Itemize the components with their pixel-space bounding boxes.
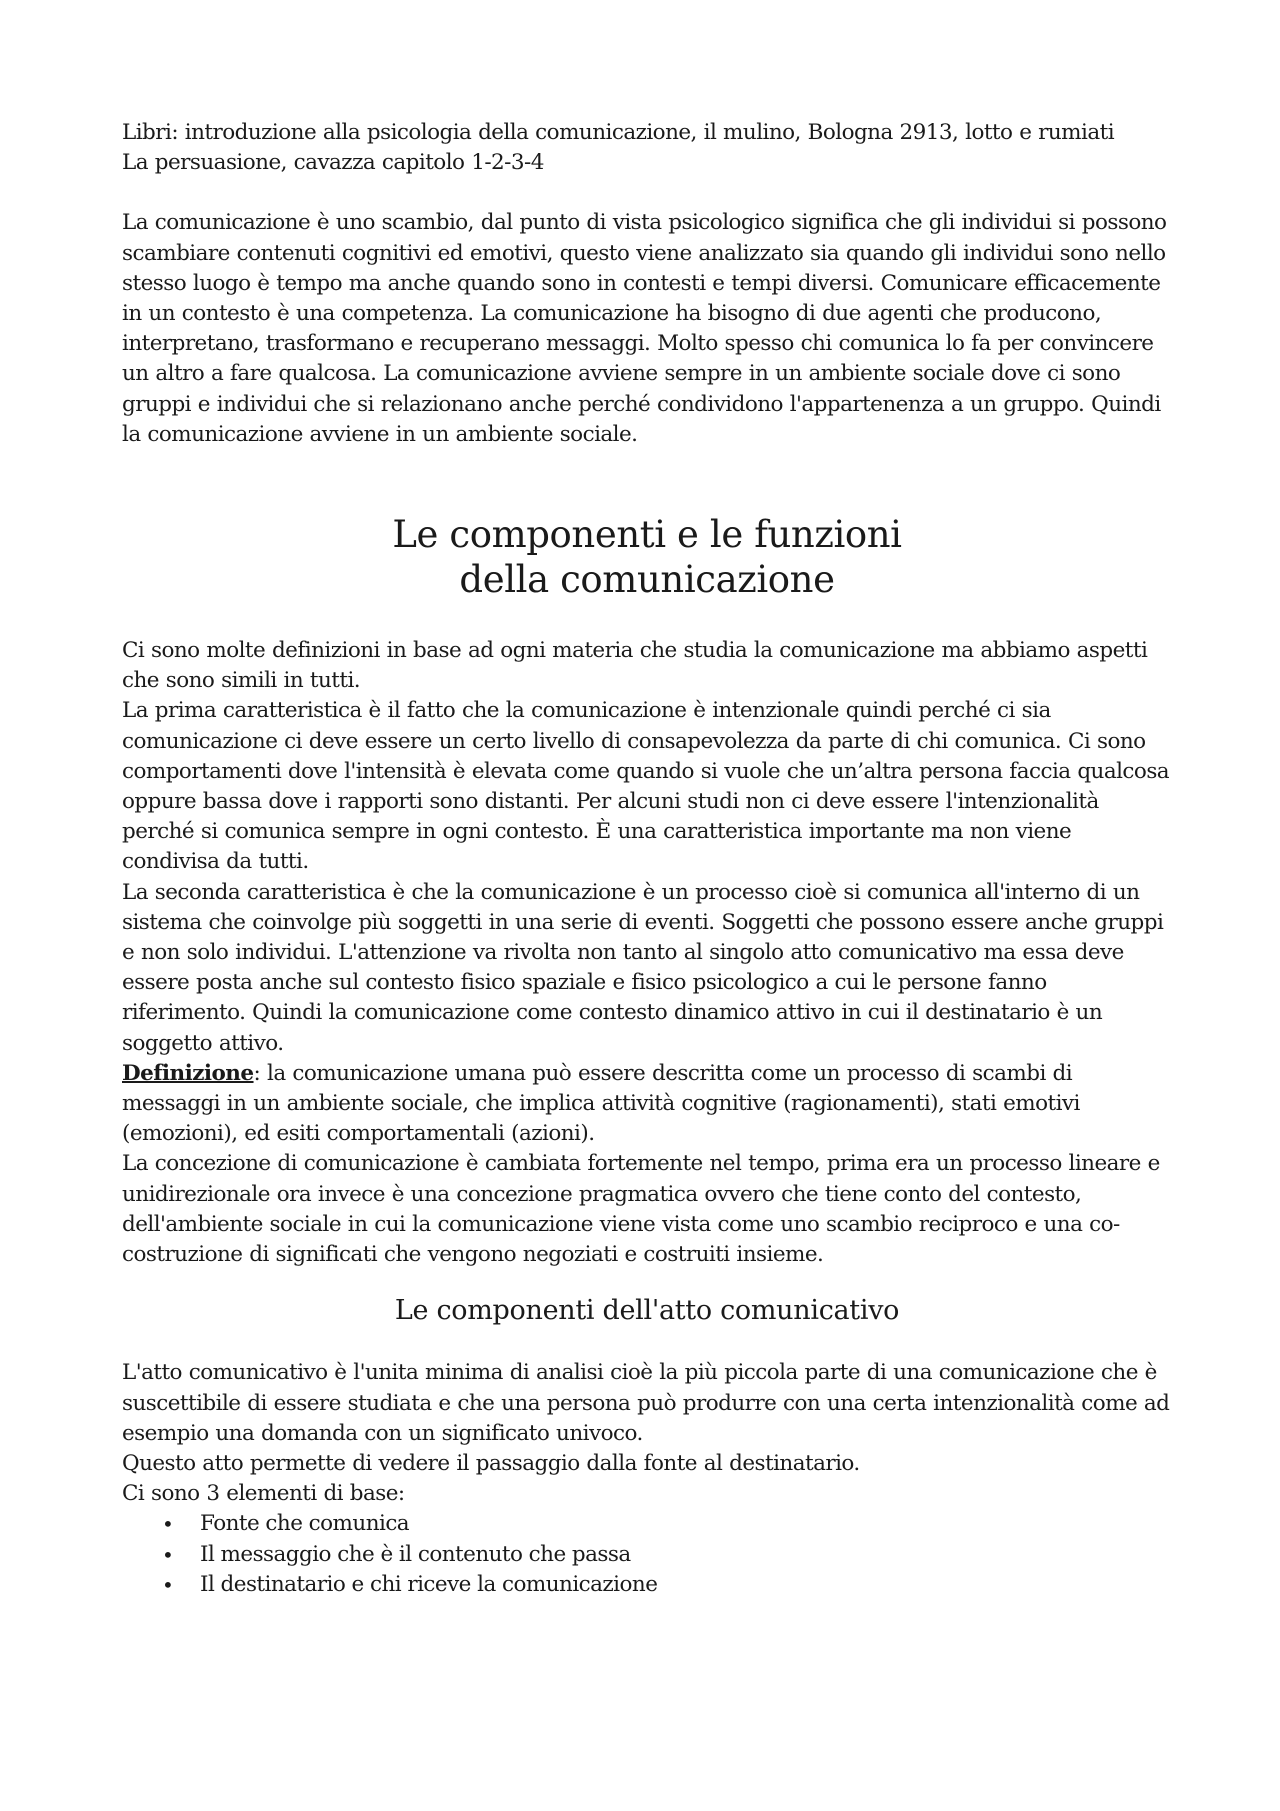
- books-line: Libri: introduzione alla psicologia della comunicazione, il mulino, Bologna 2913, lotto e rumiati: [122, 120, 1115, 145]
- section2-paragraph-2: Questo atto permette di vedere il passaggio dalla fonte al destinatario.: [122, 1450, 860, 1476]
- list-item: [122, 1509, 1172, 1539]
- spacer: [122, 1328, 1172, 1358]
- section1-paragraph-2: La prima caratteristica è il fatto che la comunicazione è intenzionale quindi perché ci sia comunicazione ci deve essere un certo livello di consapevolezza da parte di chi comunica. Ci sono comportamenti dove l'intensità è elevata come quando si vuole che un’altra persona faccia qualcosa oppure bassa dove i rapporti sono distanti. Per alcuni studi non ci deve essere l'intenzionalità perché si comunica sempre in ogni contesto. È una caratteristica importante ma non viene condivisa da tutti.: [122, 698, 1170, 875]
- bullet-icon: •: [162, 1512, 174, 1537]
- section2-paragraph-1: L'atto comunicativo è l'unita minima di analisi cioè la più piccola parte di una comunicazione che è suscettibile di essere studiata e che una persona può produrre con una certa intenzionalità come ad esempio una domanda con un significato univoco.: [122, 1360, 1170, 1446]
- list-item-text: Il destinatario e chi riceve la comunicazione: [200, 1571, 658, 1597]
- persuasion-line: La persuasione, cavazza capitolo 1-2-3-4: [122, 150, 544, 176]
- document-content: [122, 118, 1172, 1600]
- subsection-title: Le componenti dell'atto comunicativo: [394, 1295, 900, 1327]
- section1-paragraph-4: La concezione di comunicazione è cambiata fortemente nel tempo, prima era un processo lineare e unidirezionale ora invece è una concezione pragmatica ovvero che tiene conto del contesto, dell'ambiente sociale in cui la comunicazione viene vista come uno scambio reciproco e una co-costruzione di significati che vengono negoziati e costruiti insieme.: [122, 1151, 1160, 1268]
- spacer: [122, 450, 1172, 512]
- spacer: [122, 1270, 1172, 1294]
- definition-text: : la comunicazione umana può essere descritta come un processo di scambi di messaggi in un ambiente sociale, che implica attività cognitive (ragionamenti), stati emotivi (emozioni), ed esiti comportamentali (azioni).: [122, 1060, 1080, 1147]
- list-item: [122, 1540, 1172, 1570]
- definition-label: Definizione: [122, 1060, 254, 1086]
- section2-paragraph-3: Ci sono 3 elementi di base:: [122, 1481, 405, 1507]
- bullet-icon: •: [162, 1572, 174, 1597]
- list-item-text: Fonte che comunica: [200, 1511, 410, 1537]
- section-title-line2: della comunicazione: [459, 558, 835, 602]
- intro-paragraph: La comunicazione è uno scambio, dal punto di vista psicologico significa che gli individui si possono scambiare contenuti cognitivi ed emotivi, questo viene analizzato sia quando gli individui sono nello stesso luogo è tempo ma anche quando sono in contesti e tempi diversi. Comunicare efficacemente in un contesto è una competenza. La comunicazione ha bisogno di due agenti che producono, interpretano, trasformano e recuperano messaggi. Molto spesso chi comunica lo fa per convincere un altro a fare qualcosa. La comunicazione avviene sempre in un ambiente sociale dove ci sono gruppi e individui che si relazionano anche perché condividono l'appartenenza a un gruppo. Quindi la comunicazione avviene in un ambiente sociale.: [122, 210, 1167, 447]
- definition-paragraph: [122, 1059, 1172, 1150]
- section1-paragraph-1: Ci sono molte definizioni in base ad ogni materia che studia la comunicazione ma abbiamo aspetti che sono simili in tutti.: [122, 638, 1148, 694]
- spacer: [122, 602, 1172, 636]
- section-title: [122, 512, 1172, 602]
- list-item-text: Il messaggio che è il contenuto che passa: [200, 1541, 631, 1567]
- bullet-icon: •: [162, 1542, 174, 1567]
- list-item: [122, 1570, 1172, 1600]
- section1-paragraph-3: La seconda caratteristica è che la comunicazione è un processo cioè si comunica all'interno di un sistema che coinvolge più soggetti in una serie di eventi. Soggetti che possono essere anche gruppi e non solo individui. L'attenzione va rivolta non tanto al singolo atto comunicativo ma essa deve essere posta anche sul contesto fisico spaziale e fisico psicologico a cui le persone fanno riferimento. Quindi la comunicazione come contesto dinamico attivo in cui il destinatario è un soggetto attivo.: [122, 879, 1164, 1056]
- elements-list: [122, 1509, 1172, 1600]
- spacer: [122, 178, 1172, 208]
- section-title-line1: Le componenti e le funzioni: [392, 513, 902, 557]
